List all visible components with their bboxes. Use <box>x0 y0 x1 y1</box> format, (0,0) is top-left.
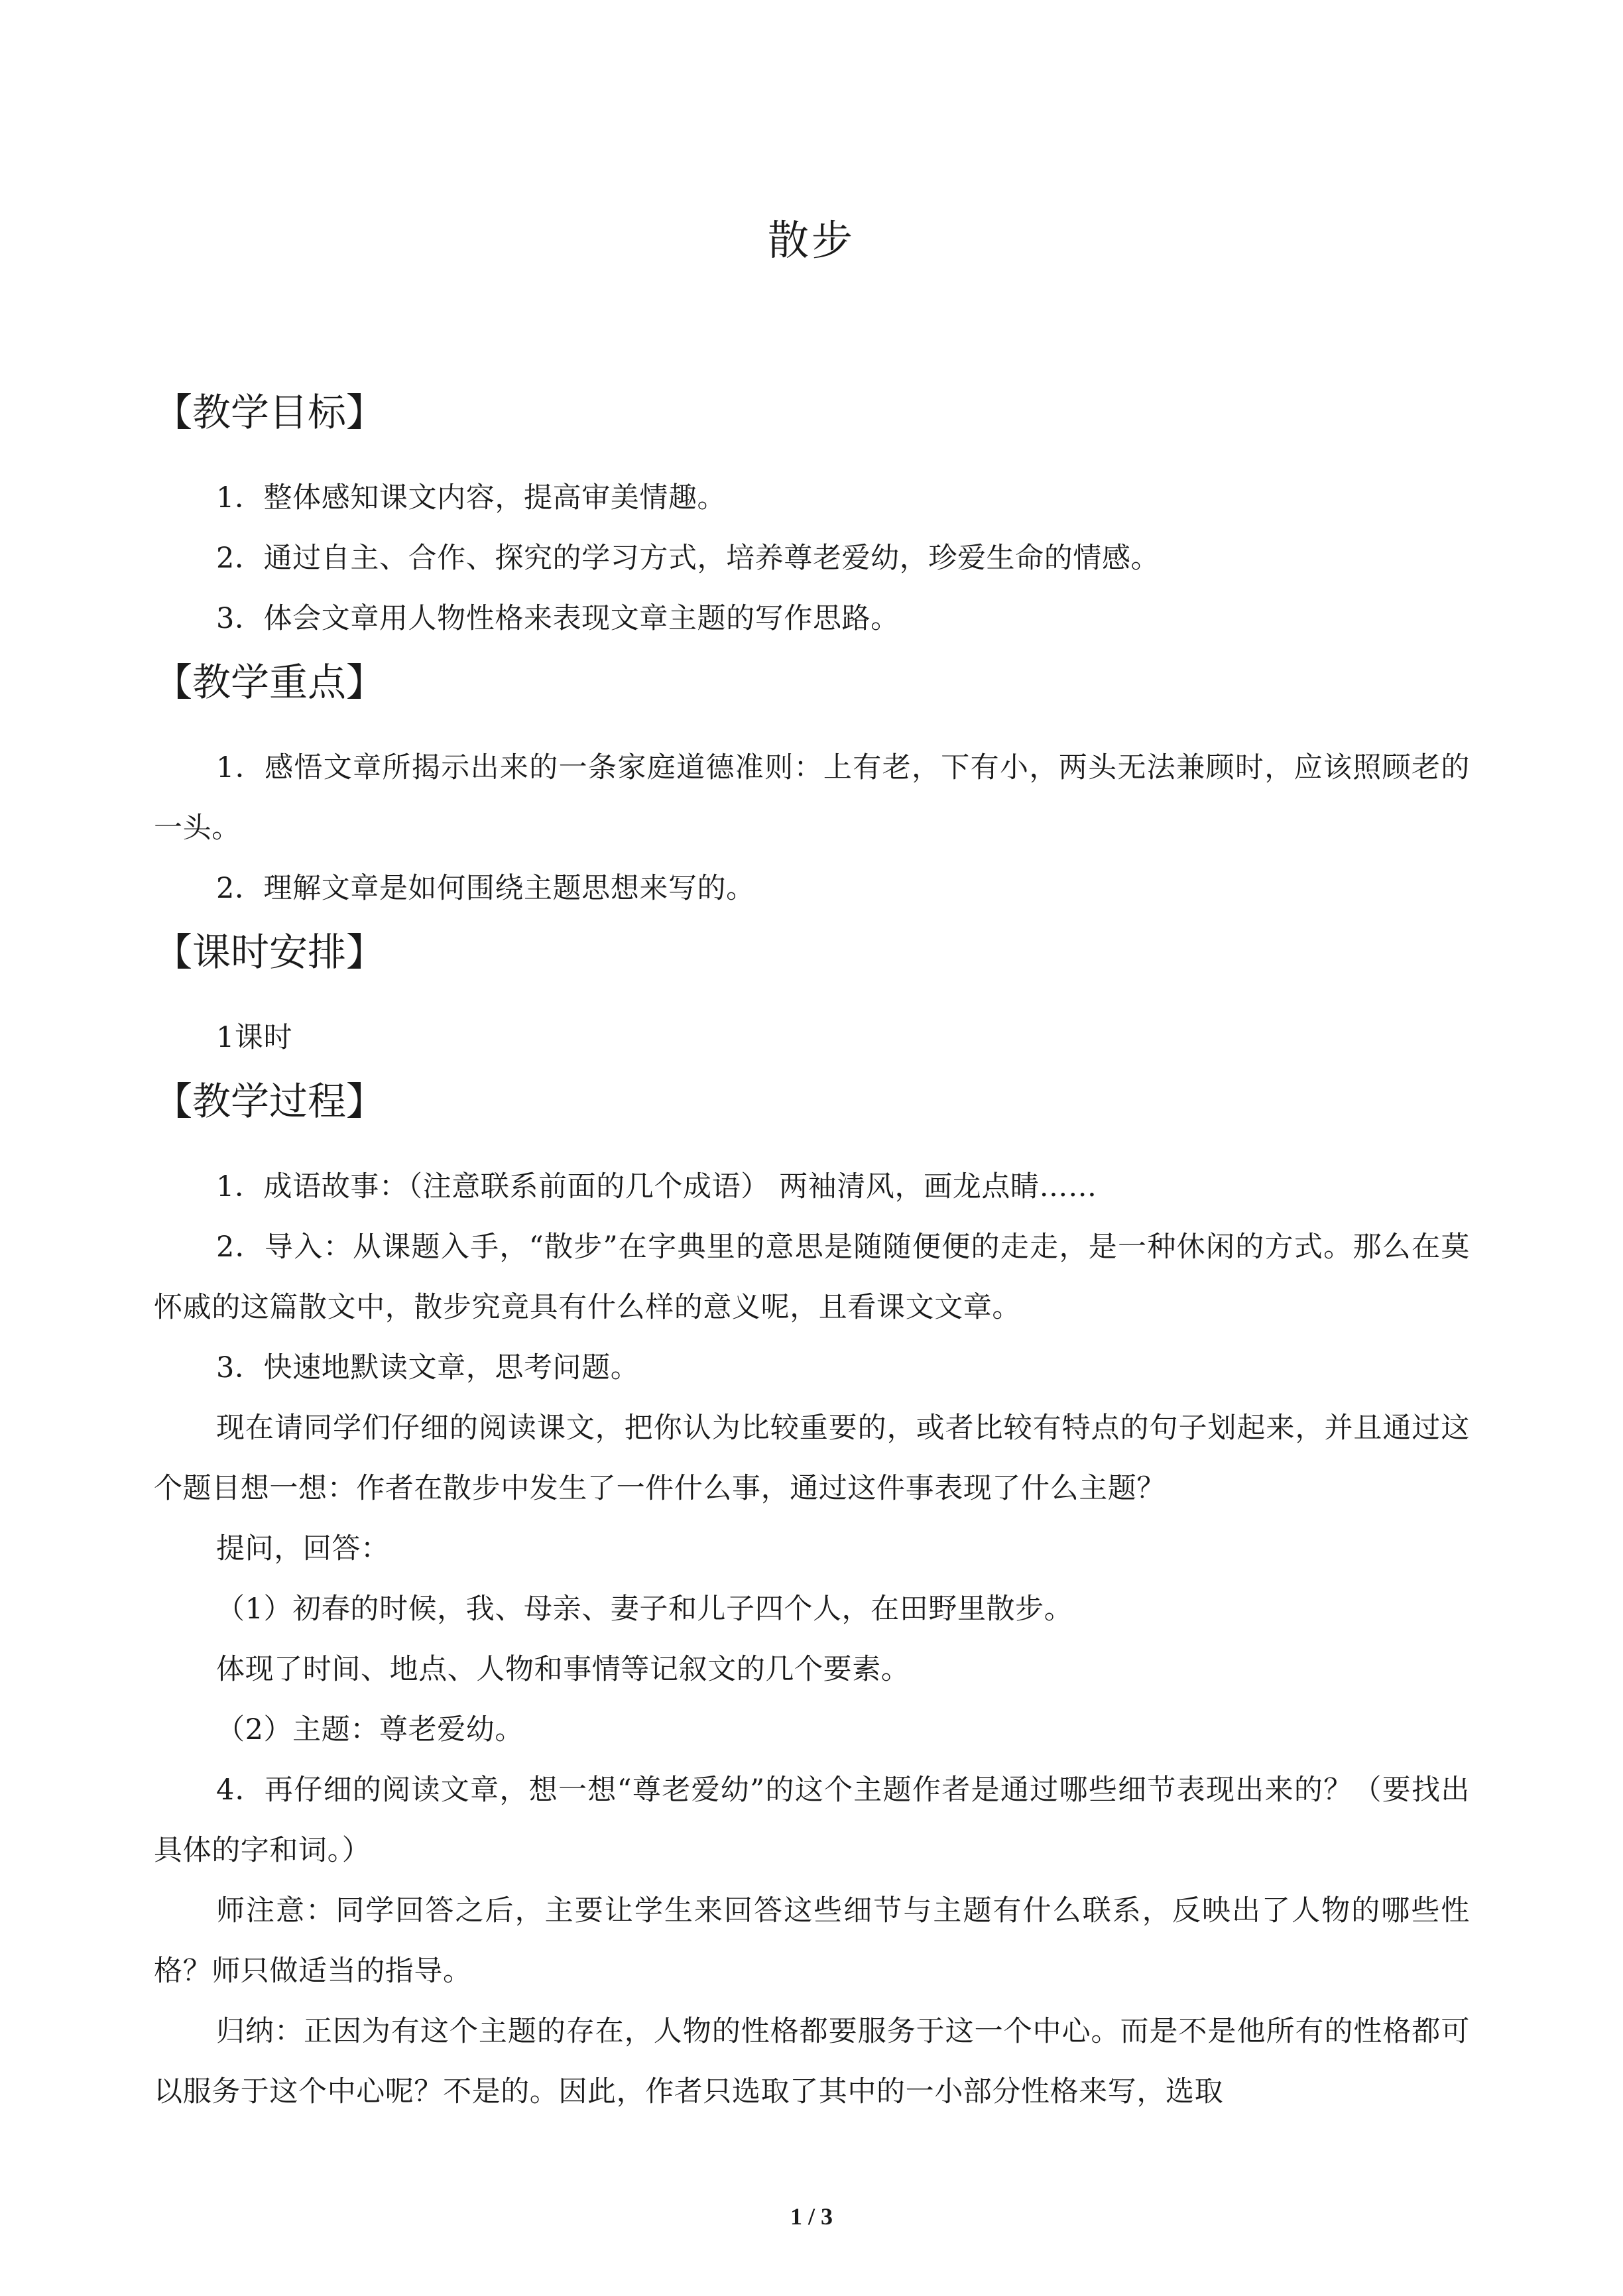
section-heading-teaching-process: 【教学过程】 <box>154 1079 385 1124</box>
paragraph: （2）主题：尊老爱幼。 <box>216 1713 524 1746</box>
paragraph: 归纳：正因为有这个主题的存在，人物的性格都要服务于这一个中心。而是不是他所有的性格都可以服务于这个中心呢？不是的。因此，作者只选取了其中的一小部分性格来写，选取 <box>154 2015 1470 2108</box>
paragraph: 3．快速地默读文章，思考问题。 <box>216 1351 640 1384</box>
paragraph: 3．体会文章用人物性格来表现文章主题的写作思路。 <box>216 602 900 635</box>
document-title: 散步 <box>767 216 855 265</box>
page-number: 1 / 3 <box>790 2203 833 2230</box>
paragraph: 1课时 <box>216 1021 293 1054</box>
paragraph: 提问，回答： <box>216 1532 390 1565</box>
section-heading-teaching-focus: 【教学重点】 <box>154 660 385 705</box>
paragraph: 4．再仔细的阅读文章，想一想“尊老爱幼”的这个主题作者是通过哪些细节表现出来的？（要找出具体的字和词。） <box>154 1774 1470 1867</box>
paragraph: （1）初春的时候，我、母亲、妻子和儿子四个人，在田野里散步。 <box>216 1593 1073 1626</box>
paragraph: 2．理解文章是如何围绕主题思想来写的。 <box>216 872 755 905</box>
paragraph: 1．成语故事：（注意联系前面的几个成语） 两袖清风，画龙点睛…… <box>216 1170 1097 1203</box>
paragraph: 2．通过自主、合作、探究的学习方式，培养尊老爱幼，珍爱生命的情感。 <box>216 542 1160 575</box>
paragraph: 1．感悟文章所揭示出来的一条家庭道德准则：上有老，下有小，两头无法兼顾时，应该照顾老的一头。 <box>154 751 1470 845</box>
section-heading-teaching-goals: 【教学目标】 <box>154 390 385 435</box>
paragraph: 1．整体感知课文内容，提高审美情趣。 <box>216 481 727 514</box>
paragraph: 体现了时间、地点、人物和事情等记叙文的几个要素。 <box>216 1653 910 1686</box>
paragraph: 现在请同学们仔细的阅读课文，把你认为比较重要的，或者比较有特点的句子划起来，并且通过这个题目想一想：作者在散步中发生了一件什么事，通过这件事表现了什么主题？ <box>154 1412 1470 1505</box>
document-body <box>154 379 1470 2122</box>
paragraph: 师注意：同学回答之后，主要让学生来回答这些细节与主题有什么联系，反映出了人物的哪些性格？师只做适当的指导。 <box>154 1894 1470 1988</box>
paragraph: 2．导入：从课题入手，“散步”在字典里的意思是随随便便的走走，是一种休闲的方式。那么在莫怀戚的这篇散文中，散步究竟具有什么样的意义呢，且看课文文章。 <box>154 1231 1470 1324</box>
section-heading-schedule: 【课时安排】 <box>154 930 385 975</box>
